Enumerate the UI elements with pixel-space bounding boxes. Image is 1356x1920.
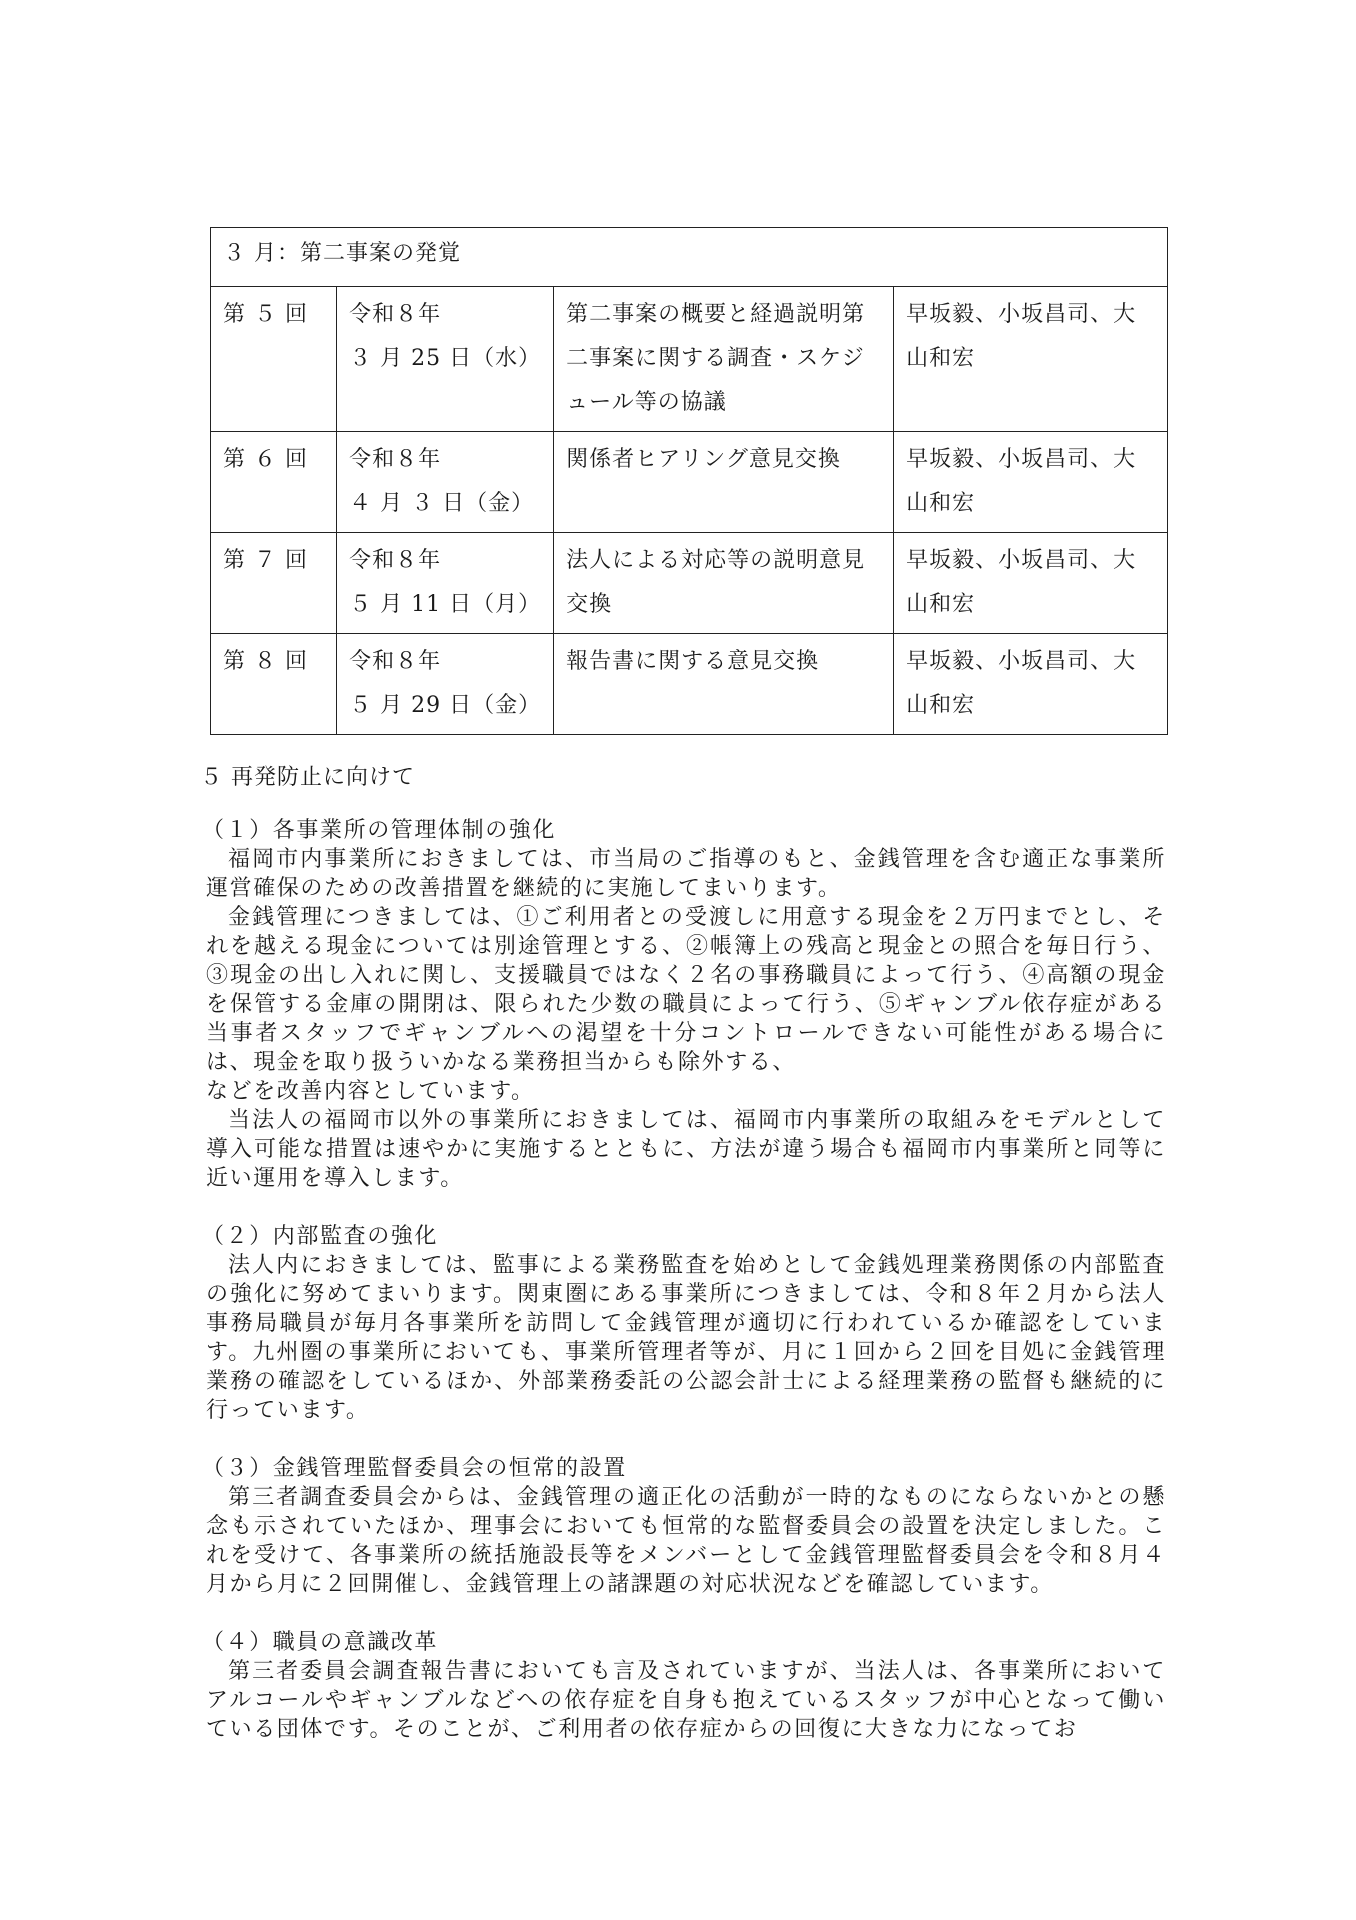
meeting-content [554,287,894,432]
subsection-internal-audit [202,1222,1166,1425]
meeting-content-line: 関係者ヒアリング意見交換 [566,447,841,472]
meeting-content [554,634,894,735]
table-row [211,533,1168,634]
meeting-members-line: 山和宏 [906,491,976,516]
table-section-label: ３ 月：第二事案の発覚 [211,228,1168,287]
meeting-number: 第 ５ 回 [211,287,337,432]
meeting-members-line: 山和宏 [906,592,976,617]
meeting-content-line: 第二事案の概要と経過説明第 [566,302,866,327]
body-content [202,816,1166,1773]
paragraph: 金銭管理につきましては、①ご利用者との受渡しに用意する現金を２万円までとし、それを越える現金については別途管理とする、②帳簿上の残高と現金との照合を毎日行う、③現金の出し入れに関し、支援職員ではなく２名の事務職員によって行う、④高額の現金を保管する金庫の開閉は、限られた少数の職員によって行う、⑤ギャンブル依存症がある当事者スタッフでギャンブルへの渇望を十分コントロールできない可能性がある場合には、現金を取り扱ういかなる業務担当からも除外する、 [206,905,1166,1075]
table-row [211,287,1168,432]
meeting-content-line: ュール等の協議 [566,390,727,415]
meeting-content-line: 報告書に関する意見交換 [566,649,820,674]
meeting-members-line: 山和宏 [906,346,976,371]
table-row [211,634,1168,735]
meeting-members [894,432,1168,533]
meeting-members-line: 山和宏 [906,693,976,718]
meeting-content-line: 二事案に関する調査・スケジ [566,346,865,371]
paragraph: 福岡市内事業所におきましては、市当局のご指導のもと、金銭管理を含む適正な事業所運営確保のための改善措置を継続的に実施してまいります。 [206,847,1166,901]
meeting-date-year: 令和８年 [349,548,442,573]
meeting-content-line: 法人による対応等の説明意見 [566,548,866,573]
meeting-members [894,287,1168,432]
meeting-members [894,533,1168,634]
meeting-members [894,634,1168,735]
subsection-heading: （１）各事業所の管理体制の強化 [202,818,557,843]
meeting-content-line: 交換 [566,592,613,617]
meeting-members-line: 早坂毅、小坂昌司、大 [906,548,1137,573]
paragraph-list-end: などを改善内容としています。 [206,1079,535,1104]
meeting-date-day: ５ 月 29 日（金） [349,693,542,718]
meeting-date-day: ４ 月 ３ 日（金） [349,491,535,516]
subsection-oversight-committee [202,1454,1166,1599]
meeting-date [337,533,554,634]
paragraph: 第三者調査委員会からは、金銭管理の適正化の活動が一時的なものにならないかとの懸念も示されていたほか、理事会においても恒常的な監督委員会の設置を決定しました。これを受けて、各事業所の統括施設長等をメンバーとして金銭管理監督委員会を令和８月４月から月に２回開催し、金銭管理上の諸課題の対応状況などを確認しています。 [206,1485,1166,1597]
meeting-number: 第 ６ 回 [211,432,337,533]
meeting-members-line: 早坂毅、小坂昌司、大 [906,302,1137,327]
meeting-date [337,634,554,735]
meeting-date-day: ３ 月 25 日（水） [349,346,542,371]
meeting-date-day: ５ 月 11 日（月） [349,592,542,617]
subsection-heading: （４）職員の意識改革 [202,1630,439,1655]
subsection-management-system [202,816,1166,1193]
meeting-date-year: 令和８年 [349,447,442,472]
table-row [211,432,1168,533]
meeting-number: 第 ７ 回 [211,533,337,634]
meeting-date [337,287,554,432]
subsection-heading: （３）金銭管理監督委員会の恒常的設置 [202,1456,627,1481]
meeting-date-year: 令和８年 [349,649,442,674]
meeting-members-line: 早坂毅、小坂昌司、大 [906,649,1137,674]
meeting-content [554,432,894,533]
subsection-heading: （２）内部監査の強化 [202,1224,439,1249]
meeting-number: 第 ８ 回 [211,634,337,735]
table-section-row [211,228,1168,287]
paragraph: 法人内におきましては、監事による業務監査を始めとして金銭処理業務関係の内部監査の強化に努めてまいります。関東圏にある事業所につきましては、令和８年２月から法人事務局職員が毎月各事業所を訪問して金銭管理が適切に行われているか確認をしています。九州圏の事業所においても、事業所管理者等が、月に１回から２回を目処に金銭管理業務の確認をしているほか、外部業務委託の公認会計士による経理業務の監督も継続的に行っています。 [206,1253,1166,1423]
paragraph: 当法人の福岡市以外の事業所におきましては、福岡市内事業所の取組みをモデルとして導入可能な措置は速やかに実施するとともに、方法が違う場合も福岡市内事業所と同等に近い運用を導入します。 [206,1108,1166,1191]
meeting-schedule-table [210,227,1168,735]
meeting-members-line: 早坂毅、小坂昌司、大 [906,447,1137,472]
meeting-date [337,432,554,533]
meeting-date-year: 令和８年 [349,302,442,327]
section-heading: ５ 再発防止に向けて [200,765,415,790]
meeting-content [554,533,894,634]
paragraph: 第三者委員会調査報告書においても言及されていますが、当法人は、各事業所においてアルコールやギャンブルなどへの依存症を自身も抱えているスタッフが中心となって働いている団体です。そのことが、ご利用者の依存症からの回復に大きな力になってお [206,1659,1166,1742]
subsection-staff-awareness [202,1628,1166,1744]
